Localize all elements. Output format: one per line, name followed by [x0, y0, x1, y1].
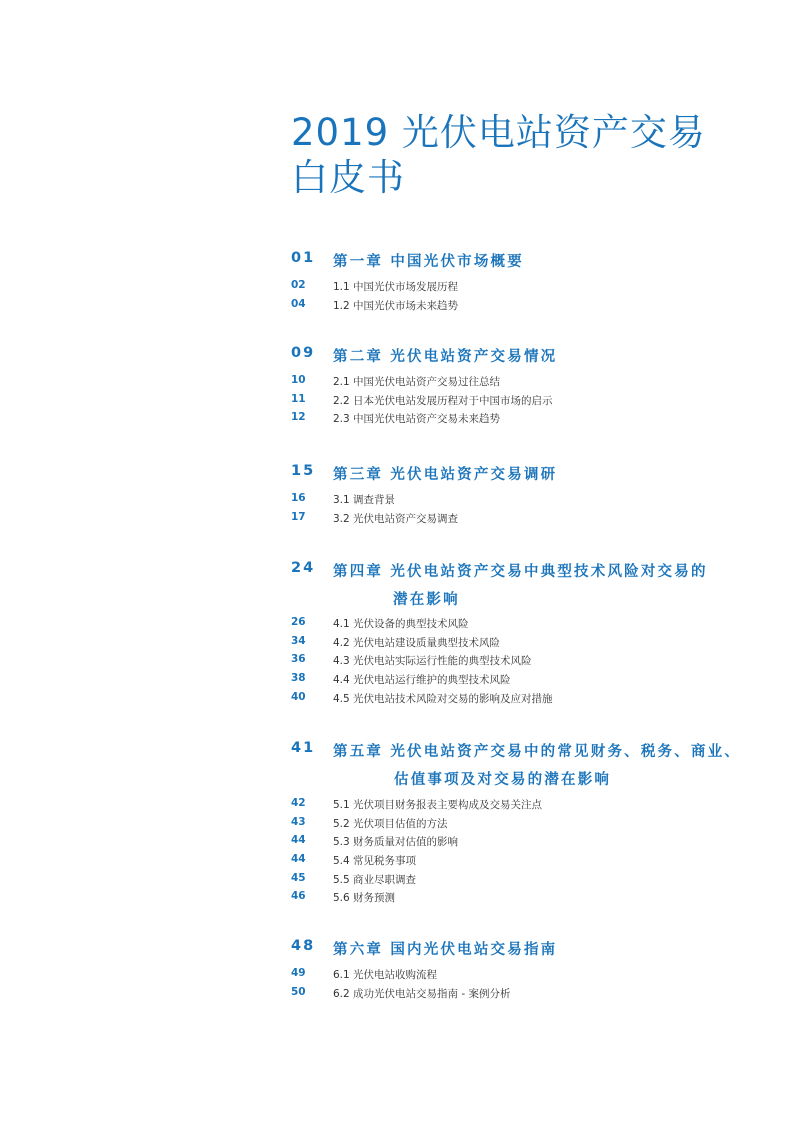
section-title: 2.1 中国光伏电站资产交易过往总结 — [333, 376, 501, 388]
chapter-page-number: 24 — [291, 560, 316, 576]
title-line-1: 2019 光伏电站资产交易 — [291, 111, 706, 154]
toc-item[interactable] — [291, 511, 761, 530]
section-page-number: 44 — [291, 834, 306, 847]
section-page-number: 40 — [291, 690, 306, 703]
section-page-number: 46 — [291, 890, 306, 903]
section-page-number: 42 — [291, 797, 306, 809]
section-title: 4.5 光伏电站技术风险对交易的影响及应对措施 — [333, 692, 553, 705]
section-page-number: 16 — [291, 492, 306, 504]
section-title: 3.2 光伏电站资产交易调查 — [333, 512, 459, 525]
chapter-title: 第四章 光伏电站资产交易中典型技术风险对交易的 — [333, 564, 708, 580]
section-list — [291, 279, 761, 316]
toc-chapter-2 — [291, 345, 761, 430]
section-list — [291, 797, 761, 909]
section-page-number: 04 — [291, 297, 306, 310]
section-page-number: 50 — [291, 985, 306, 998]
chapter-page-number: 01 — [291, 250, 316, 266]
section-page-number: 11 — [291, 392, 306, 405]
section-title: 1.2 中国光伏市场未来趋势 — [333, 299, 459, 312]
chapter-title: 第二章 光伏电站资产交易情况 — [333, 349, 558, 365]
section-page-number: 36 — [291, 653, 306, 666]
toc-item[interactable] — [291, 411, 761, 430]
toc-chapter-4 — [291, 560, 761, 709]
section-page-number: 26 — [291, 616, 306, 628]
section-title: 5.6 财务预测 — [333, 892, 396, 905]
toc-item[interactable] — [291, 853, 761, 872]
chapter-heading[interactable] — [291, 560, 761, 616]
toc-item[interactable] — [291, 797, 761, 816]
chapter-page-number: 15 — [291, 463, 316, 479]
chapter-page-number: 41 — [291, 740, 316, 756]
section-list — [291, 616, 761, 709]
section-page-number: 17 — [291, 510, 306, 523]
chapter-title-continued: 潜在影响 — [393, 592, 460, 608]
toc-item[interactable] — [291, 393, 761, 412]
chapter-page-number: 48 — [291, 938, 316, 954]
section-title: 4.3 光伏电站实际运行性能的典型技术风险 — [333, 655, 532, 668]
section-page-number: 43 — [291, 815, 306, 828]
title-line-2: 白皮书 — [291, 156, 405, 199]
toc-item[interactable] — [291, 872, 761, 891]
chapter-title: 第三章 光伏电站资产交易调研 — [333, 467, 558, 483]
section-title: 2.3 中国光伏电站资产交易未来趋势 — [333, 413, 501, 426]
section-title: 4.4 光伏电站运行维护的典型技术风险 — [333, 674, 511, 687]
toc-item[interactable] — [291, 986, 761, 1005]
toc-item[interactable] — [291, 967, 761, 986]
section-page-number: 10 — [291, 374, 306, 386]
section-title: 4.2 光伏电站建设质量典型技术风险 — [333, 636, 501, 649]
toc-chapter-3 — [291, 463, 761, 529]
section-title: 6.2 成功光伏电站交易指南 - 案例分析 — [333, 987, 511, 1000]
section-page-number: 34 — [291, 634, 306, 647]
section-title: 5.4 常见税务事项 — [333, 855, 417, 868]
toc-item[interactable] — [291, 492, 761, 511]
section-list — [291, 374, 761, 430]
section-page-number: 49 — [291, 967, 306, 979]
section-title: 4.1 光伏设备的典型技术风险 — [333, 618, 469, 630]
chapter-title: 第六章 国内光伏电站交易指南 — [333, 942, 558, 958]
section-title: 6.1 光伏电站收购流程 — [333, 969, 438, 981]
section-page-number: 38 — [291, 672, 306, 685]
section-list — [291, 967, 761, 1004]
toc-item[interactable] — [291, 374, 761, 393]
section-list — [291, 492, 761, 529]
toc-item[interactable] — [291, 816, 761, 835]
toc-chapter-6 — [291, 938, 761, 1004]
toc-item[interactable] — [291, 834, 761, 853]
toc-item[interactable] — [291, 890, 761, 909]
toc-item[interactable] — [291, 279, 761, 298]
toc-item[interactable] — [291, 616, 761, 635]
chapter-heading[interactable] — [291, 463, 761, 489]
toc-item[interactable] — [291, 298, 761, 317]
toc-chapter-5 — [291, 740, 761, 909]
section-page-number: 45 — [291, 871, 306, 884]
section-title: 5.1 光伏项目财务报表主要构成及交易关注点 — [333, 799, 543, 811]
chapter-title: 第一章 中国光伏市场概要 — [333, 254, 524, 270]
chapter-title-continued: 估值事项及对交易的潜在影响 — [394, 772, 612, 788]
section-title: 2.2 日本光伏电站发展历程对于中国市场的启示 — [333, 394, 553, 407]
chapter-heading[interactable] — [291, 345, 761, 371]
section-title: 3.1 调查背景 — [333, 494, 396, 506]
toc-item[interactable] — [291, 672, 761, 691]
section-title: 5.2 光伏项目估值的方法 — [333, 817, 448, 830]
section-page-number: 44 — [291, 853, 306, 866]
section-page-number: 12 — [291, 411, 306, 424]
toc-item[interactable] — [291, 691, 761, 710]
chapter-heading[interactable] — [291, 250, 761, 276]
section-title: 5.5 商业尽职调查 — [333, 873, 417, 886]
chapter-heading[interactable] — [291, 938, 761, 964]
chapter-title: 第五章 光伏电站资产交易中的常见财务、税务、商业、 — [333, 744, 742, 760]
document-title — [291, 110, 751, 200]
toc-item[interactable] — [291, 653, 761, 672]
chapter-heading[interactable] — [291, 740, 761, 796]
section-title: 1.1 中国光伏市场发展历程 — [333, 281, 459, 293]
chapter-page-number: 09 — [291, 345, 316, 361]
toc-item[interactable] — [291, 635, 761, 654]
section-title: 5.3 财务质量对估值的影响 — [333, 836, 459, 849]
toc-chapter-1 — [291, 250, 761, 316]
section-page-number: 02 — [291, 279, 306, 291]
